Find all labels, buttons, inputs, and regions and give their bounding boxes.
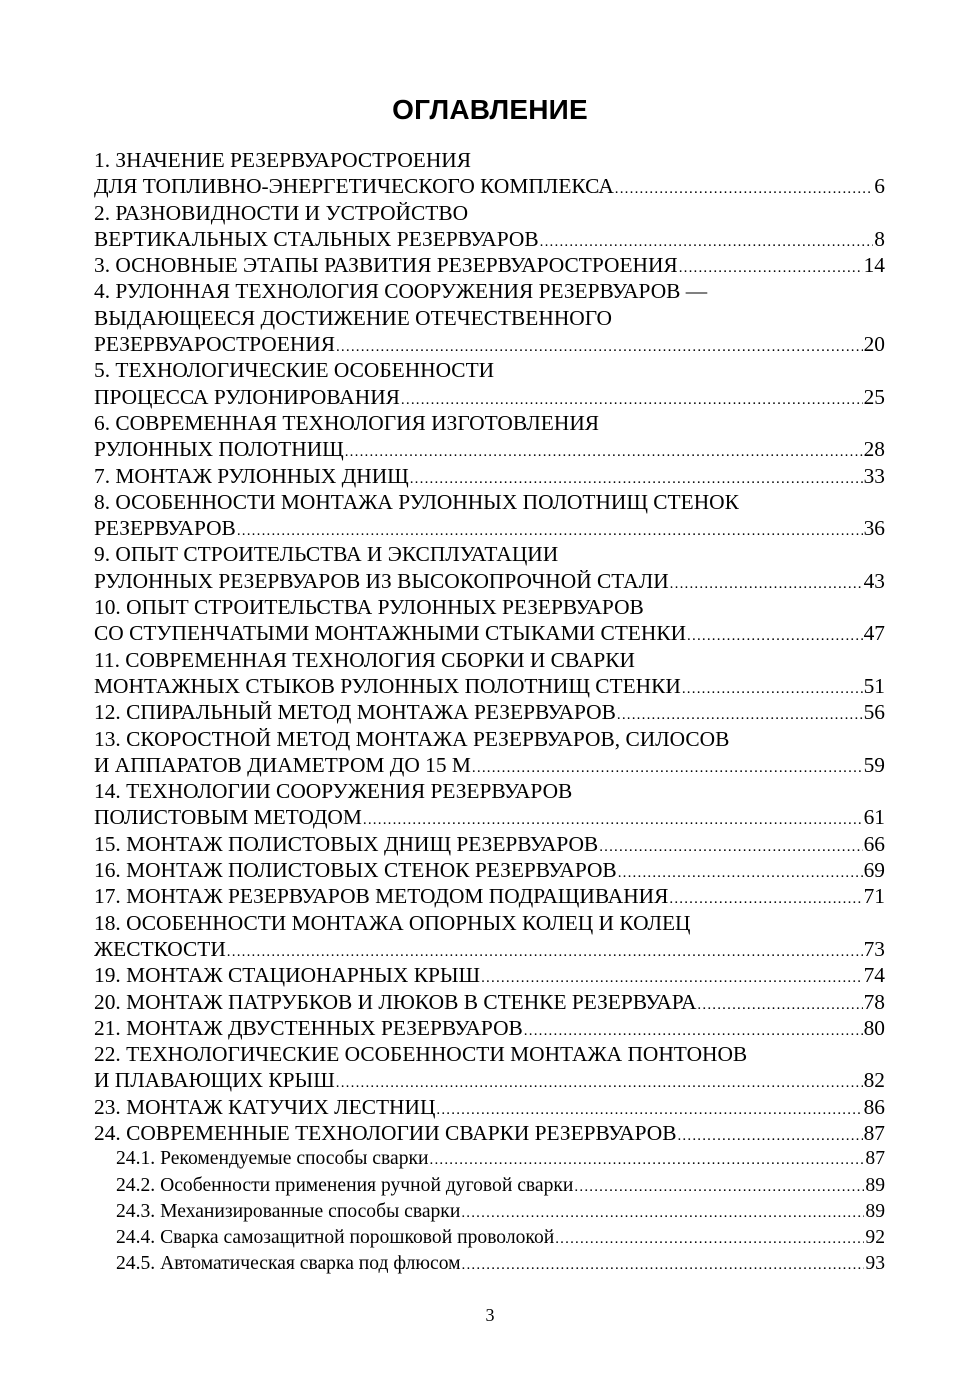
dot-leader [697, 992, 862, 1018]
toc-entry-last-line [94, 436, 885, 462]
toc-page-number: 66 [863, 831, 885, 856]
toc-page-number: 25 [863, 384, 885, 409]
toc-page-number: 80 [863, 1015, 885, 1040]
toc-entry-title-line: ДЛЯ ТОПЛИВНО-ЭНЕРГЕТИЧЕСКОГО КОМПЛЕКСА [94, 174, 614, 199]
toc-entry-last-line [94, 1173, 885, 1199]
toc-page-number: 56 [863, 700, 885, 725]
toc-page-number: 89 [865, 1174, 885, 1196]
toc-entry-title-line: 21. МОНТАЖ ДВУСТЕННЫХ РЕЗЕРВУАРОВ [94, 1015, 523, 1040]
toc-entry-last-line [94, 620, 885, 646]
toc-entry-last-line [94, 1120, 885, 1146]
toc-entry-last-line [94, 1251, 885, 1277]
toc-entry[interactable] [94, 910, 885, 963]
toc-entry[interactable] [94, 726, 885, 779]
toc-page-number: 28 [863, 437, 885, 462]
toc-entry-title-line: 24.1. Рекомендуемые способы сварки [116, 1148, 429, 1170]
toc-entry-title-line: 22. ТЕХНОЛОГИЧЕСКИЕ ОСОБЕННОСТИ МОНТАЖА ПОНТОНОВ [94, 1042, 748, 1067]
toc-page-number: 36 [863, 516, 885, 541]
dot-leader [617, 702, 863, 728]
toc-entry-last-line [94, 1225, 885, 1251]
toc-page-number: 78 [863, 989, 885, 1014]
toc-subentry[interactable] [94, 1173, 885, 1199]
toc-entry[interactable] [94, 489, 885, 542]
toc-entry-title-line: 10. ОПЫТ СТРОИТЕЛЬСТВА РУЛОННЫХ РЕЗЕРВУАРОВ [94, 595, 644, 620]
toc-entry-last-line [94, 1146, 885, 1172]
toc-entry[interactable] [94, 647, 885, 700]
toc-entry-title-line: 1. ЗНАЧЕНИЕ РЕЗЕРВУАРОСТРОЕНИЯ [94, 148, 472, 172]
toc-entry-title-line: МОНТАЖНЫХ СТЫКОВ РУЛОННЫХ ПОЛОТНИЩ СТЕНКИ [94, 673, 681, 698]
toc-entry-title-line: 20. МОНТАЖ ПАТРУБКОВ И ЛЮКОВ В СТЕНКЕ РЕЗЕРВУАРА [94, 989, 697, 1014]
toc-entry[interactable] [94, 541, 885, 594]
toc-entry-title-line: 15. МОНТАЖ ПОЛИСТОВЫХ ДНИЩ РЕЗЕРВУАРОВ [94, 831, 599, 856]
toc-entry-title-line: 9. ОПЫТ СТРОИТЕЛЬСТВА И ЭКСПЛУАТАЦИИ [94, 542, 559, 567]
toc-entry-last-line [94, 331, 885, 357]
toc-entry-last-line [94, 384, 885, 410]
toc-entry[interactable] [94, 1041, 885, 1094]
dot-leader [670, 571, 863, 597]
toc-page-number: 43 [863, 568, 885, 593]
dot-leader [574, 1174, 864, 1200]
toc-page-number: 82 [863, 1068, 885, 1093]
toc-entry-last-line [94, 936, 885, 962]
toc-entry[interactable] [94, 200, 885, 253]
dot-leader [345, 439, 863, 465]
toc-entry-last-line [94, 1015, 885, 1041]
toc-entry-last-line [94, 857, 885, 883]
toc-entry-title-line: 7. МОНТАЖ РУЛОННЫХ ДНИЩ [94, 463, 409, 488]
toc-entry-last-line [94, 673, 885, 699]
toc-entry-title-line: ЖЕСТКОСТИ [94, 936, 226, 961]
toc-entry-title-line: 11. СОВРЕМЕННАЯ ТЕХНОЛОГИЯ СБОРКИ И СВАРКИ [94, 647, 635, 672]
toc-entry[interactable] [94, 989, 885, 1015]
toc-entry-title-line: ВЕРТИКАЛЬНЫХ СТАЛЬНЫХ РЕЗЕРВУАРОВ [94, 226, 539, 251]
toc-entry-title-line: 14. ТЕХНОЛОГИИ СООРУЖЕНИЯ РЕЗЕРВУАРОВ [94, 779, 573, 804]
toc-entry-title-line: РЕЗЕРВУАРОСТРОЕНИЯ [94, 332, 335, 357]
toc-entry-title-line: ПРОЦЕССА РУЛОНИРОВАНИЯ [94, 384, 400, 409]
toc-entry-last-line [94, 568, 885, 594]
toc-entry-title-line: 24.3. Механизированные способы сварки [116, 1200, 461, 1222]
dot-leader [599, 834, 862, 860]
toc-entry[interactable] [94, 831, 885, 857]
toc-entry-title-line: РЕЗЕРВУАРОВ [94, 516, 236, 541]
toc-subentry[interactable] [94, 1225, 885, 1251]
toc-subentry[interactable] [94, 1199, 885, 1225]
dot-leader [615, 176, 874, 202]
toc-entry[interactable] [94, 410, 885, 463]
toc-entry-title-line: 8. ОСОБЕННОСТИ МОНТАЖА РУЛОННЫХ ПОЛОТНИЩ СТЕНОК [94, 489, 739, 514]
toc-page-number: 6 [874, 174, 885, 199]
toc-page-number: 8 [874, 226, 885, 251]
toc-entry-last-line [94, 752, 885, 778]
toc-entry-title-line: И АППАРАТОВ ДИАМЕТРОМ ДО 15 М [94, 752, 471, 777]
toc-entry[interactable] [94, 147, 885, 200]
toc-page-number: 20 [863, 332, 885, 357]
toc-page-number: 51 [863, 673, 885, 698]
toc-entry[interactable] [94, 699, 885, 725]
toc-entry-last-line [94, 699, 885, 725]
toc-entry[interactable] [94, 857, 885, 883]
toc-entry-title-line: 24.4. Сварка самозащитной порошковой проволокой [116, 1227, 555, 1249]
toc-entry-last-line [94, 463, 885, 489]
table-of-contents [94, 147, 885, 1278]
toc-page-number: 47 [863, 621, 885, 646]
toc-entry-title-line: 19. МОНТАЖ СТАЦИОНАРНЫХ КРЫШ [94, 963, 481, 988]
toc-page-number: 74 [863, 963, 885, 988]
toc-entry-title-line: РУЛОННЫХ ПОЛОТНИЩ [94, 437, 344, 462]
toc-entry-title-line: 24. СОВРЕМЕННЫЕ ТЕХНОЛОГИИ СВАРКИ РЕЗЕРВУАРОВ [94, 1120, 677, 1145]
toc-entry[interactable] [94, 278, 885, 357]
toc-entry-title-line: ВЫДАЮЩЕЕСЯ ДОСТИЖЕНИЕ ОТЕЧЕСТВЕННОГО [94, 305, 613, 330]
toc-entry[interactable] [94, 778, 885, 831]
toc-entry-title-line: СО СТУПЕНЧАТЫМИ МОНТАЖНЫМИ СТЫКАМИ СТЕНКИ [94, 621, 687, 646]
dot-leader [410, 466, 863, 492]
toc-entry-title-line: 24.2. Особенности применения ручной дуговой сварки [116, 1174, 574, 1196]
toc-entry-title-line: 12. СПИРАЛЬНЫЙ МЕТОД МОНТАЖА РЕЗЕРВУАРОВ [94, 700, 616, 725]
toc-entry-title-line: ПОЛИСТОВЫМ МЕТОДОМ [94, 805, 362, 830]
toc-entry-title-line: РУЛОННЫХ РЕЗЕРВУАРОВ ИЗ ВЫСОКОПРОЧНОЙ СТАЛИ [94, 568, 669, 593]
toc-entry-last-line [94, 226, 885, 252]
toc-entry-title-line: 3. ОСНОВНЫЕ ЭТАПЫ РАЗВИТИЯ РЕЗЕРВУАРОСТРОЕНИЯ [94, 253, 678, 278]
toc-entry-last-line [94, 804, 885, 830]
toc-entry[interactable] [94, 962, 885, 988]
toc-entry-title-line: 23. МОНТАЖ КАТУЧИХ ЛЕСТНИЦ [94, 1094, 436, 1119]
toc-entry-last-line [94, 1199, 885, 1225]
page-number: 3 [485, 1305, 495, 1325]
toc-page-number: 59 [863, 752, 885, 777]
dot-leader [462, 1252, 865, 1278]
toc-entry[interactable] [94, 594, 885, 647]
toc-page-number: 87 [863, 1120, 885, 1145]
toc-page-number: 33 [863, 463, 885, 488]
toc-entry[interactable] [94, 463, 885, 489]
dot-leader [682, 676, 863, 702]
toc-page-number: 92 [865, 1227, 885, 1249]
toc-entry-title-line: И ПЛАВАЮЩИХ КРЫШ [94, 1068, 335, 1093]
toc-page-number: 89 [865, 1200, 885, 1222]
toc-page-number: 86 [863, 1094, 885, 1119]
toc-page-number: 71 [863, 884, 885, 909]
toc-entry-last-line [94, 1067, 885, 1093]
dot-leader [555, 1226, 864, 1252]
toc-entry-last-line [94, 252, 885, 278]
toc-page-number: 61 [863, 805, 885, 830]
toc-entry-last-line [94, 883, 885, 909]
dot-leader [461, 1200, 864, 1226]
toc-page-number: 93 [865, 1253, 885, 1275]
toc-entry-last-line [94, 515, 885, 541]
toc-entry[interactable] [94, 1094, 885, 1120]
toc-entry-title-line: 6. СОВРЕМЕННАЯ ТЕХНОЛОГИЯ ИЗГОТОВЛЕНИЯ [94, 410, 600, 435]
dot-leader [687, 623, 863, 649]
toc-entry[interactable] [94, 1015, 885, 1041]
toc-entry-title-line: 13. СКОРОСТНОЙ МЕТОД МОНТАЖА РЕЗЕРВУАРОВ, СИЛОСОВ [94, 726, 730, 751]
toc-entry-title-line: 2. РАЗНОВИДНОСТИ И УСТРОЙСТВО [94, 200, 469, 225]
toc-page-number: 87 [865, 1148, 885, 1170]
toc-subentry[interactable] [94, 1251, 885, 1277]
toc-entry-last-line [94, 173, 885, 199]
toc-page-number: 14 [863, 253, 885, 278]
dot-leader [677, 1123, 862, 1149]
toc-entry-title-line: 4. РУЛОННАЯ ТЕХНОЛОГИЯ СООРУЖЕНИЯ РЕЗЕРВУАРОВ — [94, 279, 708, 304]
toc-entry-title-line: 16. МОНТАЖ ПОЛИСТОВЫХ СТЕНОК РЕЗЕРВУАРОВ [94, 858, 617, 883]
toc-entry-title-line: 18. ОСОБЕННОСТИ МОНТАЖА ОПОРНЫХ КОЛЕЦ И КОЛЕЦ [94, 910, 691, 935]
toc-entry-title-line: 17. МОНТАЖ РЕЗЕРВУАРОВ МЕТОДОМ ПОДРАЩИВАНИЯ [94, 884, 669, 909]
dot-leader [669, 886, 862, 912]
toc-entry[interactable] [94, 1120, 885, 1146]
toc-entry-last-line [94, 831, 885, 857]
toc-entry-last-line [94, 962, 885, 988]
toc-subentry[interactable] [94, 1146, 885, 1172]
toc-entry-last-line [94, 989, 885, 1015]
page-title: ОГЛАВЛЕНИЕ [392, 94, 588, 125]
toc-entry[interactable] [94, 252, 885, 278]
toc-entry-title-line: 24.5. Автоматическая сварка под флюсом [116, 1253, 461, 1275]
toc-entry-title-line: 5. ТЕХНОЛОГИЧЕСКИЕ ОСОБЕННОСТИ [94, 358, 495, 383]
toc-entry-last-line [94, 1094, 885, 1120]
toc-page-number: 73 [863, 936, 885, 961]
toc-entry[interactable] [94, 883, 885, 909]
toc-page-number: 69 [863, 858, 885, 883]
toc-entry[interactable] [94, 357, 885, 410]
dot-leader [430, 1147, 865, 1173]
